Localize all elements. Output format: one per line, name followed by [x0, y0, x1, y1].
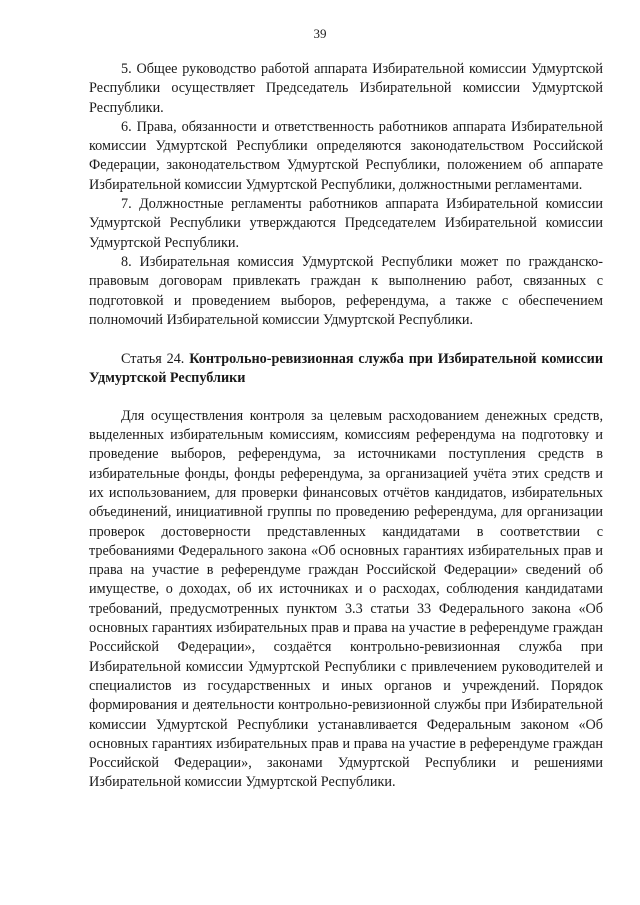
article-label: Статья 24.	[121, 351, 185, 368]
paragraph-item-5: 5. Общее руководство работой аппарата Избирательной комиссии Удмуртской Республики осуществляет Председатель Избирательной комиссии Удмуртской Республики.	[89, 61, 603, 116]
document-body	[89, 60, 603, 793]
article-body: Для осуществления контроля за целевым расходованием денежных средств, выделенных избирательным комиссиям, комиссиям референдума на подготовку и проведение выборов, референдума, за источниками поступления средств в избирательные фонды, фонды референдума, за организацией учёта этих средств и их использованием, для проверки финансовых отчётов кандидатов, избирательных объединений, инициативной группы по проведению референдума, для организации проверок достоверности представленных кандидатами в соответствии с требованиями Федерального закона «Об основных гарантиях избирательных прав и права на участие в референдуме граждан Российской Федерации» сведений об имуществе, о доходах, об их источниках и о расходах, соблюдения кандидатами требований, предусмотренных пунктом 3.3 статьи 33 Федерального закона «Об основных гарантиях избирательных прав и права на участие в референдуме граждан Российской Федерации», создаётся контрольно-ревизионная служба при Избирательной комиссии Удмуртской Республики с привлечением руководителей и специалистов из государственных и иных органов и учреждений. Порядок формирования и деятельности контрольно-ревизионной службы при Избирательной комиссии Удмуртской Республики устанавливается Федеральным законом «Об основных гарантиях избирательных прав и права на участие в референдуме граждан Российской Федерации», законами Удмуртской Республики и решениями Избирательной комиссии Удмуртской Республики.	[89, 407, 603, 791]
article-heading	[89, 350, 603, 389]
paragraph-item-7: 7. Должностные регламенты работников аппарата Избирательной комиссии Удмуртской Республики утверждаются Председателем Избирательной комиссии Удмуртской Республики.	[89, 196, 603, 251]
article-title: Контрольно-ревизионная служба при Избирательной комиссии Удмуртской Республики	[89, 351, 603, 387]
page-number: 39	[313, 26, 327, 41]
paragraph-item-8: 8. Избирательная комиссия Удмуртской Республики может по гражданско-правовым договорам привлекать граждан к выполнению работ, связанных с подготовкой и проведением выборов, референдума, а также с обеспечением полномочий Избирательной комиссии Удмуртской Республики.	[89, 253, 603, 328]
paragraph-item-6: 6. Права, обязанности и ответственность работников аппарата Избирательной комиссии Удмуртской Республики определяются законодательством Российской Федерации, законодательством Удмуртской Республики, положением об аппарате Избирательной комиссии Удмуртской Республики, должностными регламентами.	[89, 118, 603, 193]
